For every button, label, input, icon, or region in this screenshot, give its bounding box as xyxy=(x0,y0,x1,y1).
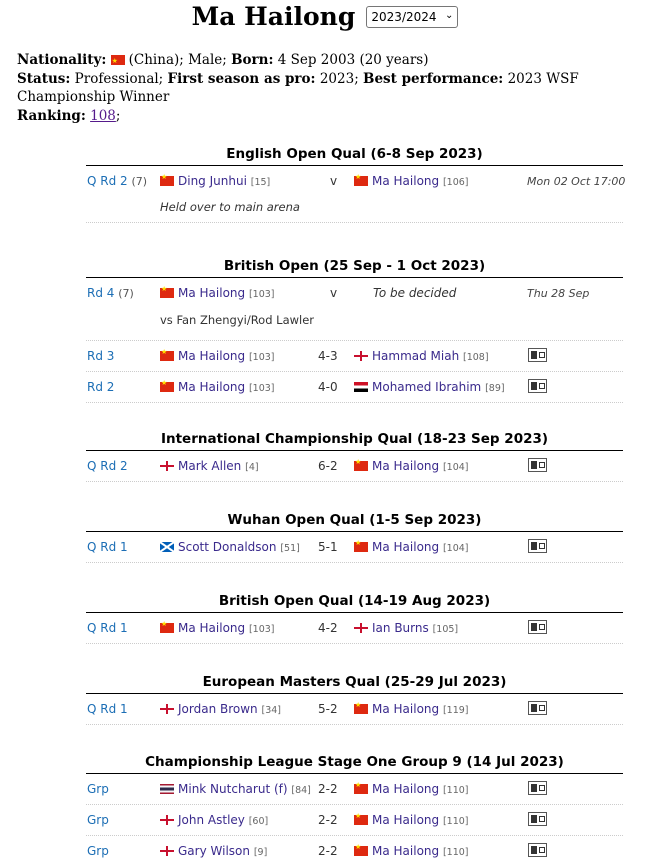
match-row xyxy=(86,166,626,196)
player-2[interactable]: Hammad Miah [108] xyxy=(354,349,489,363)
match-row xyxy=(86,836,623,866)
round-link[interactable]: Grp xyxy=(87,844,109,858)
match-row xyxy=(86,805,623,836)
round-link[interactable]: Grp xyxy=(87,813,109,827)
versus-label: v xyxy=(330,286,338,300)
best-performance-label: Best performance: xyxy=(363,70,504,87)
player-2[interactable]: Mohamed Ibrahim [89] xyxy=(354,380,505,394)
player-1[interactable]: ★ Ma Hailong [103] xyxy=(160,349,275,363)
chevron-down-icon: ⌄ xyxy=(445,9,454,21)
match-date: Mon 02 Oct 17:00 xyxy=(527,175,626,188)
england-flag-icon xyxy=(354,351,368,361)
first-season-value: 2023; xyxy=(319,70,359,87)
match-score: 4-2 xyxy=(318,621,338,635)
china-flag-icon xyxy=(354,704,368,714)
egypt-flag-icon xyxy=(354,382,368,392)
player-2[interactable]: ★ Ma Hailong [104] xyxy=(354,459,469,473)
status-value: Professional; xyxy=(74,70,164,87)
match-note: Held over to main arena xyxy=(160,200,300,214)
match-row xyxy=(86,532,623,563)
china-flag-icon xyxy=(354,846,368,856)
event-english-open-qual xyxy=(86,143,626,223)
head-to-head-icon[interactable] xyxy=(528,348,547,362)
match-score: 2-2 xyxy=(318,813,338,827)
season-select-value: 2023/2024 xyxy=(371,9,437,24)
england-flag-icon xyxy=(160,815,174,825)
round-link[interactable]: Rd 3 xyxy=(87,349,115,363)
player-name: Ma Hailong xyxy=(191,2,356,31)
england-flag-icon xyxy=(160,704,174,714)
round-link[interactable]: Grp xyxy=(87,782,109,796)
first-season-label: First season as pro: xyxy=(167,70,316,87)
match-note: vs Fan Zhengyi/Rod Lawler xyxy=(160,313,315,327)
china-flag-icon xyxy=(354,542,368,552)
china-flag-icon xyxy=(111,55,125,65)
event-british-open-qual xyxy=(86,590,623,644)
match-row xyxy=(86,341,623,372)
player-1[interactable]: Jordan Brown [34] xyxy=(160,702,281,716)
event-title: Championship League Stage One Group 9 (14 Jul 2023) xyxy=(86,751,623,774)
best-performance-value: 2023 WSF Championship Winner xyxy=(17,70,579,105)
player-2[interactable]: ★ Ma Hailong [119] xyxy=(354,702,469,716)
player-2[interactable]: ★ Ma Hailong [110] xyxy=(354,782,469,796)
head-to-head-icon[interactable] xyxy=(528,620,547,634)
nationality-label: Nationality: xyxy=(17,52,107,68)
england-flag-icon xyxy=(354,623,368,633)
match-row xyxy=(86,278,623,308)
head-to-head-icon[interactable] xyxy=(528,781,547,795)
round-link[interactable]: Q Rd 1 xyxy=(87,702,128,716)
player-1[interactable]: ★ Ding Junhui [15] xyxy=(160,174,270,188)
event-title: British Open (25 Sep - 1 Oct 2023) xyxy=(86,255,623,278)
head-to-head-icon[interactable] xyxy=(528,701,547,715)
event-british-open xyxy=(86,255,623,403)
event-title: European Masters Qual (25-29 Jul 2023) xyxy=(86,671,623,694)
ranking-suffix: ; xyxy=(115,107,121,124)
match-row xyxy=(86,451,623,482)
round-link[interactable]: Q Rd 1 xyxy=(87,540,128,554)
player-1[interactable]: Mink Nutcharut (f) [84] xyxy=(160,782,311,796)
china-flag-icon xyxy=(160,382,174,392)
match-row xyxy=(86,694,623,725)
round-link[interactable]: Q Rd 1 xyxy=(87,621,128,635)
player-1[interactable]: Mark Allen [4] xyxy=(160,459,259,473)
england-flag-icon xyxy=(160,461,174,471)
player-2[interactable]: ★ Ma Hailong [110] xyxy=(354,844,469,858)
player-1[interactable]: Gary Wilson [9] xyxy=(160,844,267,858)
player-1[interactable]: Scott Donaldson [51] xyxy=(160,540,300,554)
match-row xyxy=(86,774,623,805)
born-value: 4 Sep 2003 (20 years) xyxy=(277,52,429,68)
match-score: 6-2 xyxy=(318,459,338,473)
match-score: 2-2 xyxy=(318,782,338,796)
event-championship-league-group-9 xyxy=(86,751,623,866)
head-to-head-icon[interactable] xyxy=(528,539,547,553)
head-to-head-icon[interactable] xyxy=(528,458,547,472)
china-flag-icon xyxy=(160,176,174,186)
thailand-flag-icon xyxy=(160,784,174,794)
china-flag-icon xyxy=(354,815,368,825)
player-2[interactable]: ★ Ma Hailong [106] xyxy=(354,174,469,188)
player-2[interactable]: Ian Burns [105] xyxy=(354,621,458,635)
match-row xyxy=(86,613,623,644)
match-score: 5-2 xyxy=(318,702,338,716)
ranking-label: Ranking: xyxy=(17,107,86,124)
player-1[interactable]: ★ Ma Hailong [103] xyxy=(160,380,275,394)
page-header xyxy=(0,2,650,31)
round-link[interactable]: Rd 4 (7) xyxy=(87,286,134,300)
match-score: 4-3 xyxy=(318,349,338,363)
event-european-masters-qual xyxy=(86,671,623,725)
season-select[interactable] xyxy=(366,6,458,28)
nationality-line xyxy=(17,51,650,70)
event-wuhan-open-qual xyxy=(86,509,623,563)
event-title: British Open Qual (14-19 Aug 2023) xyxy=(86,590,623,613)
match-note-row xyxy=(86,196,623,223)
nationality-value: (China); Male; xyxy=(128,52,227,68)
player-1[interactable]: John Astley [60] xyxy=(160,813,268,827)
status-line xyxy=(17,70,650,107)
head-to-head-icon[interactable] xyxy=(528,379,547,393)
china-flag-icon xyxy=(354,784,368,794)
match-score: 4-0 xyxy=(318,380,338,394)
head-to-head-icon[interactable] xyxy=(528,812,547,826)
china-flag-icon xyxy=(354,176,368,186)
event-international-championship-qual xyxy=(86,428,623,482)
match-score: 2-2 xyxy=(318,844,338,858)
event-title: English Open Qual (6-8 Sep 2023) xyxy=(86,143,623,166)
china-flag-icon xyxy=(160,623,174,633)
china-flag-icon xyxy=(354,461,368,471)
born-label: Born: xyxy=(231,52,274,68)
opponent-tbd: To be decided xyxy=(373,286,457,300)
round-link[interactable]: Q Rd 2 (7) xyxy=(87,174,148,188)
head-to-head-icon[interactable] xyxy=(528,843,547,857)
player-info xyxy=(17,51,650,125)
match-note-row xyxy=(86,308,623,341)
china-flag-icon xyxy=(160,351,174,361)
event-title: International Championship Qual (18-23 Sep 2023) xyxy=(86,428,623,451)
player-1[interactable]: ★ Ma Hailong [103] xyxy=(160,621,275,635)
ranking-link[interactable]: 108 xyxy=(90,107,116,124)
match-date: Thu 28 Sep xyxy=(527,287,590,300)
round-link[interactable]: Q Rd 2 xyxy=(87,459,128,473)
match-row xyxy=(86,372,623,403)
round-link[interactable]: Rd 2 xyxy=(87,380,115,394)
player-2[interactable]: ★ Ma Hailong [104] xyxy=(354,540,469,554)
event-title: Wuhan Open Qual (1-5 Sep 2023) xyxy=(86,509,623,532)
versus-label: v xyxy=(330,174,338,188)
ranking-line xyxy=(17,107,650,126)
england-flag-icon xyxy=(160,846,174,856)
scotland-flag-icon xyxy=(160,542,174,552)
china-flag-icon xyxy=(160,288,174,298)
status-label: Status: xyxy=(17,70,71,87)
player-1[interactable]: ★ Ma Hailong [103] xyxy=(160,286,275,300)
player-2[interactable]: ★ Ma Hailong [110] xyxy=(354,813,469,827)
match-score: 5-1 xyxy=(318,540,338,554)
